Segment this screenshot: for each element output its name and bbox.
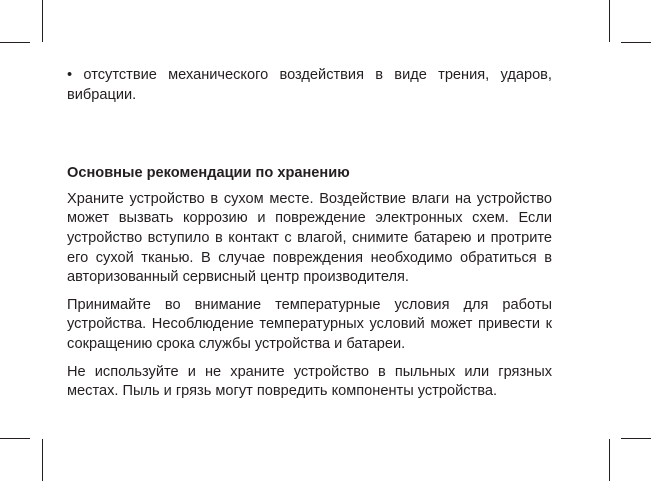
crop-mark-top-left-horizontal bbox=[0, 42, 30, 43]
paragraph-temperature: Принимайте во внимание температурные условия для работы устройства. Несоблюдение температурных условий может привести к сокращению срока службы устройства и батареи. bbox=[67, 296, 552, 352]
bullet-text: отсутствие механического воздействия в виде трения, ударов, вибрации. bbox=[67, 67, 552, 103]
document-body bbox=[67, 66, 552, 402]
crop-mark-top-right-horizontal bbox=[621, 42, 651, 43]
crop-mark-top-right-vertical bbox=[609, 0, 610, 42]
crop-mark-bottom-left-horizontal bbox=[0, 438, 30, 439]
crop-mark-bottom-left-vertical bbox=[42, 439, 43, 481]
paragraph-dust: Не используйте и не храните устройство в пыльных или грязных местах. Пыль и грязь могут повредить компоненты устройства. bbox=[67, 363, 552, 400]
section-heading: Основные рекомендации по хранению bbox=[67, 165, 350, 182]
crop-mark-bottom-right-vertical bbox=[609, 439, 610, 481]
bullet-item bbox=[67, 66, 552, 105]
crop-mark-bottom-right-horizontal bbox=[621, 438, 651, 439]
paragraph-dry-storage: Храните устройство в сухом месте. Воздействие влаги на устройство может вызвать коррозию и повреждение электронных схем. Если устройство вступило в контакт с влагой, снимите батарею и протрите его сухой тканью. В случае повреждения необходимо обратиться в авторизованный сервисный центр производителя. bbox=[67, 190, 552, 286]
bullet-marker: • bbox=[67, 67, 73, 83]
crop-mark-top-left-vertical bbox=[42, 0, 43, 42]
